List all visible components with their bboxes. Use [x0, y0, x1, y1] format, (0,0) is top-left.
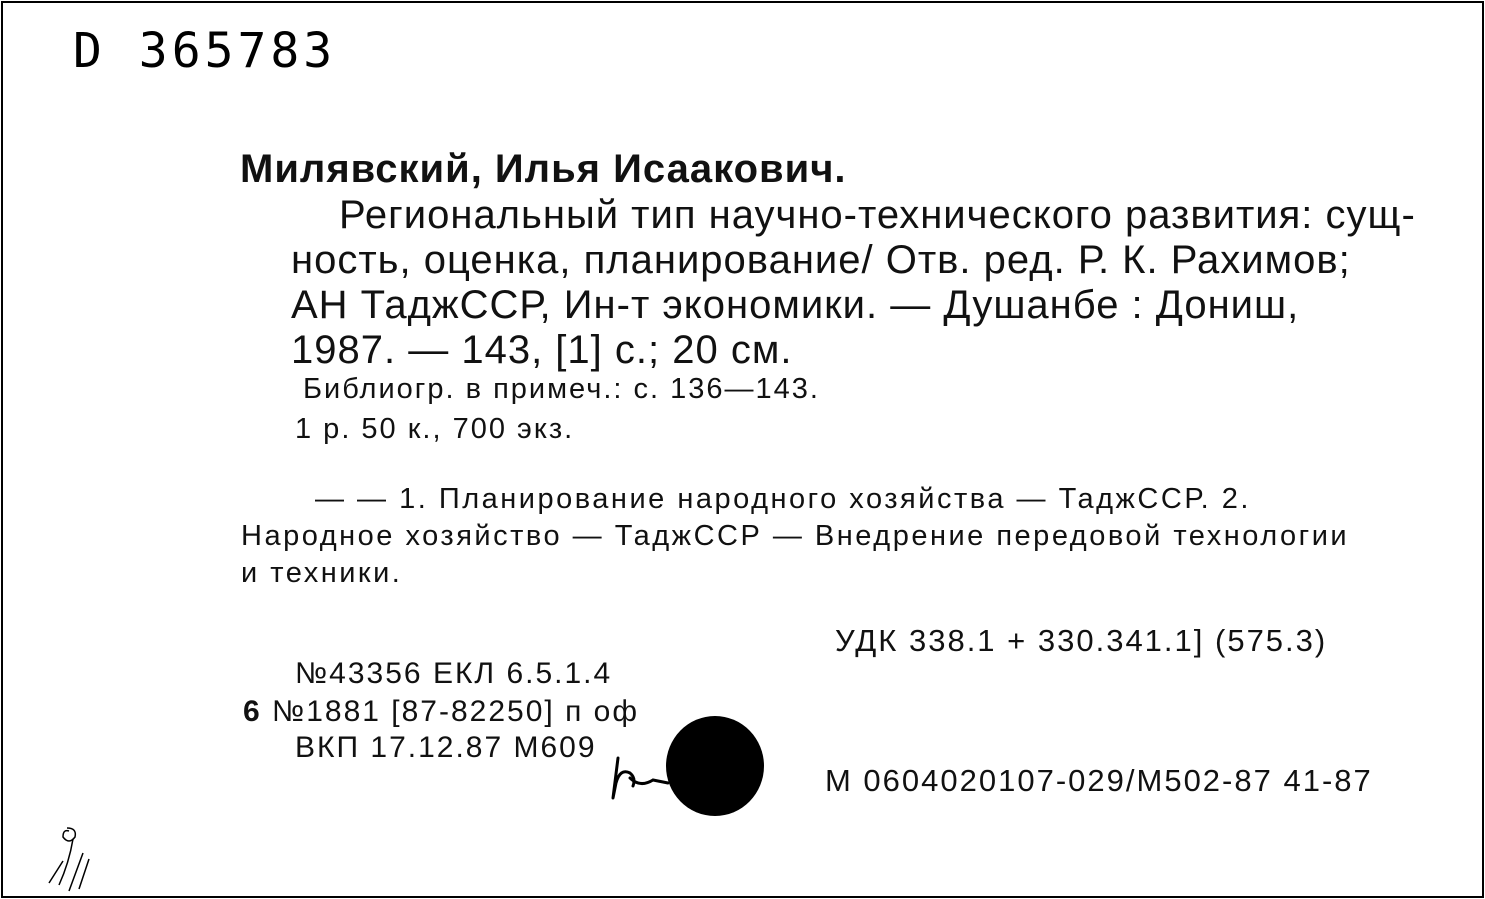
description-line: АН ТаджССР, Ин-т экономики. — Душанбе : Дониш,	[291, 283, 1300, 327]
price-note: 1 р. 50 к., 700 экз.	[295, 413, 575, 445]
catalog-card	[1, 1, 1484, 898]
registration-code	[243, 695, 639, 729]
description-line: ность, оценка, планирование/ Отв. ред. Р. К. Рахимов;	[291, 238, 1351, 282]
description-line: 1987. — 143, [1] с.; 20 см.	[291, 328, 793, 372]
registration-rest: №1881 [87-82250] п оф	[261, 695, 640, 728]
author-heading: Милявский, Илья Исаакович.	[240, 147, 847, 191]
registration-lead: 6	[243, 695, 262, 728]
subject-line: — — 1. Планирование народного хозяйства — ТаджССР. 2.	[315, 483, 1251, 515]
handwritten-corner-mark-icon	[39, 823, 94, 893]
subject-line: и техники.	[241, 557, 403, 589]
call-number: D 365783	[73, 23, 337, 79]
title-description	[243, 193, 1416, 373]
description-line: Региональный тип научно-технического развития: сущ-	[339, 193, 1416, 237]
black-dot-mark	[666, 716, 764, 816]
subject-headings	[241, 481, 1406, 592]
handwritten-initial-icon	[608, 748, 673, 803]
bibliography-note: Библиогр. в примеч.: с. 136—143.	[303, 373, 820, 405]
subject-line: Народное хозяйство — ТаджССР — Внедрение передовой технологии	[241, 520, 1350, 552]
ekl-code: №43356 ЕКЛ 6.5.1.4	[295, 657, 613, 690]
vkp-code: ВКП 17.12.87 М609	[295, 731, 597, 764]
publisher-code: М 0604020107-029/М502-87 41-87	[825, 763, 1373, 798]
udc-code: УДК 338.1 + 330.341.1] (575.3)	[835, 623, 1328, 658]
